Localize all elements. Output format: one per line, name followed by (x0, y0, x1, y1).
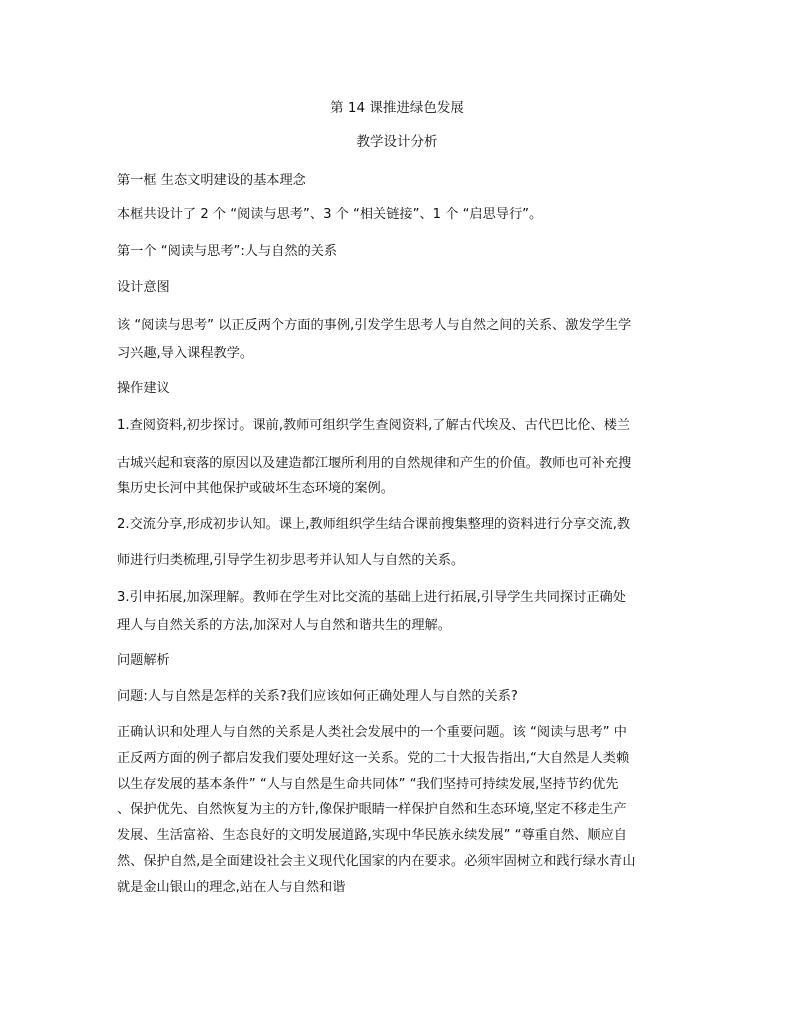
subsection-heading: 第一个 “阅读与思考”:人与自然的关系 (117, 244, 338, 259)
paragraph-line: 发展、生活富裕、生态良好的文明发展道路,实现中华民族永续发展” “尊重自然、顺应自 (117, 828, 627, 843)
section-heading: 第一框 生态文明建设的基本理念 (117, 173, 306, 188)
document-subtitle: 教学设计分析 (356, 134, 438, 150)
paragraph-line: 然、保护自然,是全面建设社会主义现代化国家的内在要求。必须牢固树立和践行绿水青山 (117, 854, 636, 869)
paragraph-line: 该 “阅读与思考” 以正反两个方面的事例,引发学生思考人与自然之间的关系、激发学生学 (117, 318, 632, 333)
document-title: 第 14 课推进绿色发展 (330, 100, 464, 116)
label-problem-analysis: 问题解析 (117, 653, 170, 668)
paragraph-line: 3.引申拓展,加深理解。教师在学生对比交流的基础上进行拓展,引导学生共同探讨正确处 (117, 590, 626, 605)
paragraph-line: 师进行归类梳理,引导学生初步思考并认知人与自然的关系。 (117, 553, 465, 568)
paragraph-line: 理人与自然关系的方法,加深对人与自然和谐共生的理解。 (117, 618, 451, 633)
paragraph-line: 就是金山银山的理念,站在人与自然和谐 (117, 880, 346, 895)
paragraph-line: 习兴趣,导入课程教学。 (117, 346, 254, 361)
paragraph-line: 古城兴起和衰落的原因以及建造都江堰所利用的自然规律和产生的价值。教师也可补充搜 (117, 456, 632, 471)
paragraph-line: 1.查阅资料,初步探讨。课前,教师可组织学生查阅资料,了解古代埃及、古代巴比伦、楼兰 (117, 418, 631, 433)
paragraph-line: 问题:人与自然是怎样的关系?我们应该如何正确处理人与自然的关系? (117, 689, 518, 704)
label-operation-suggestion: 操作建议 (117, 381, 170, 396)
paragraph-line: 集历史长河中其他保护或破坏生态环境的案例。 (117, 481, 394, 496)
paragraph-line: 正确认识和处理人与自然的关系是人类社会发展中的一个重要问题。该 “阅读与思考” 中 (117, 725, 627, 740)
paragraph-line: 本框共设计了 2 个 “阅读与思考”、3 个 “相关链接”、1 个 “启思导行”。 (117, 207, 543, 222)
paragraph-line: 、保护优先、自然恢复为主的方针,像保护眼睛一样保护自然和生态环境,坚定不移走生产 (117, 802, 627, 817)
paragraph-line: 正反两方面的例子都启发我们要处理好这一关系。党的二十大报告指出,“大自然是人类赖 (117, 751, 630, 766)
label-design-intent: 设计意图 (117, 280, 170, 295)
paragraph-line: 2.交流分享,形成初步认知。课上,教师组织学生结合课前搜集整理的资料进行分享交流,教 (117, 517, 631, 532)
paragraph-line: 以生存发展的基本条件” “人与自然是生命共同体” “我们坚持可持续发展,坚持节约优先 (117, 777, 619, 792)
